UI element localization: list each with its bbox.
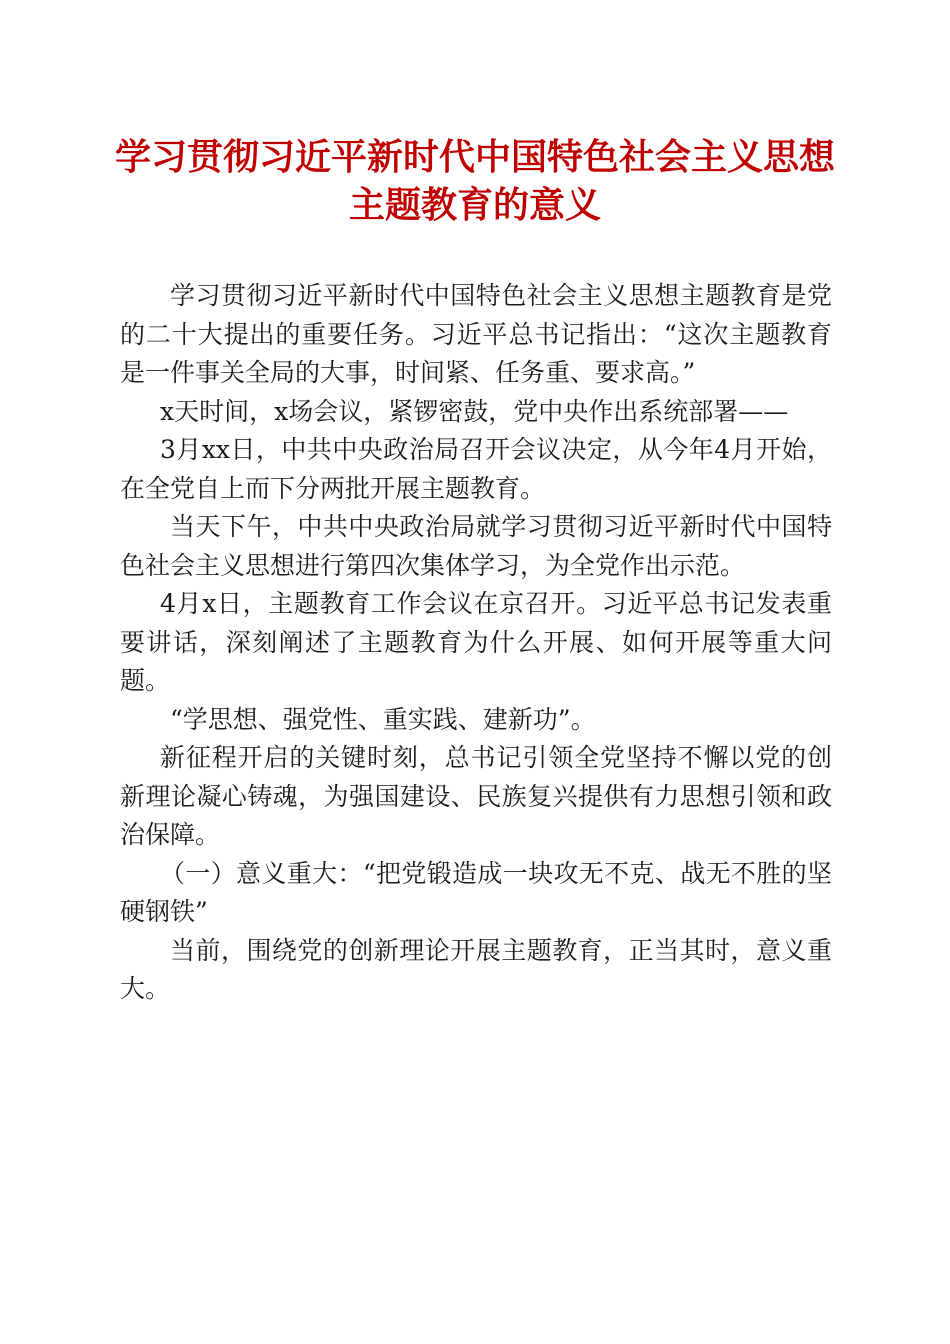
title-line-1: 学习贯彻习近平新时代中国特色社会主义思想 xyxy=(114,136,835,178)
document-body xyxy=(120,277,832,1009)
title-line-2: 主题教育的意义 xyxy=(348,184,601,226)
paragraph-intro: 学习贯彻习近平新时代中国特色社会主义思想主题教育是党的二十大提出的重要任务。习近平总书记指出：“这次主题教育是一件事关全局的大事，时间紧、任务重、要求高。” xyxy=(120,281,832,387)
paragraph-current: 当前，围绕党的创新理论开展主题教育，正当其时，意义重大。 xyxy=(120,935,832,1003)
paragraph-april-meeting: 4月x日，主题教育工作会议在京召开。习近平总书记发表重要讲话，深刻阐述了主题教育为什么开展、如何开展等重大问题。 xyxy=(120,589,832,695)
paragraph-slogan: “学思想、强党性、重实践、建新功”。 xyxy=(170,704,596,734)
paragraph-march-decision: 3月xx日，中共中央政治局召开会议决定，从今年4月开始，在全党自上而下分两批开展主题教育。 xyxy=(120,435,832,503)
section-heading-1: （一）意义重大：“把党锻造成一块攻无不克、战无不胜的坚硬钢铁” xyxy=(120,858,832,926)
paragraph-new-journey: 新征程开启的关键时刻，总书记引领全党坚持不懈以党的创新理论凝心铸魂，为强国建设、民族复兴提供有力思想引领和政治保障。 xyxy=(120,743,832,849)
paragraph-timeline-lead: x天时间，x场会议，紧锣密鼓，党中央作出系统部署—— xyxy=(160,396,789,426)
paragraph-afternoon-study: 当天下午，中共中央政治局就学习贯彻习近平新时代中国特色社会主义思想进行第四次集体学习，为全党作出示范。 xyxy=(120,512,832,580)
document-title xyxy=(100,133,850,229)
